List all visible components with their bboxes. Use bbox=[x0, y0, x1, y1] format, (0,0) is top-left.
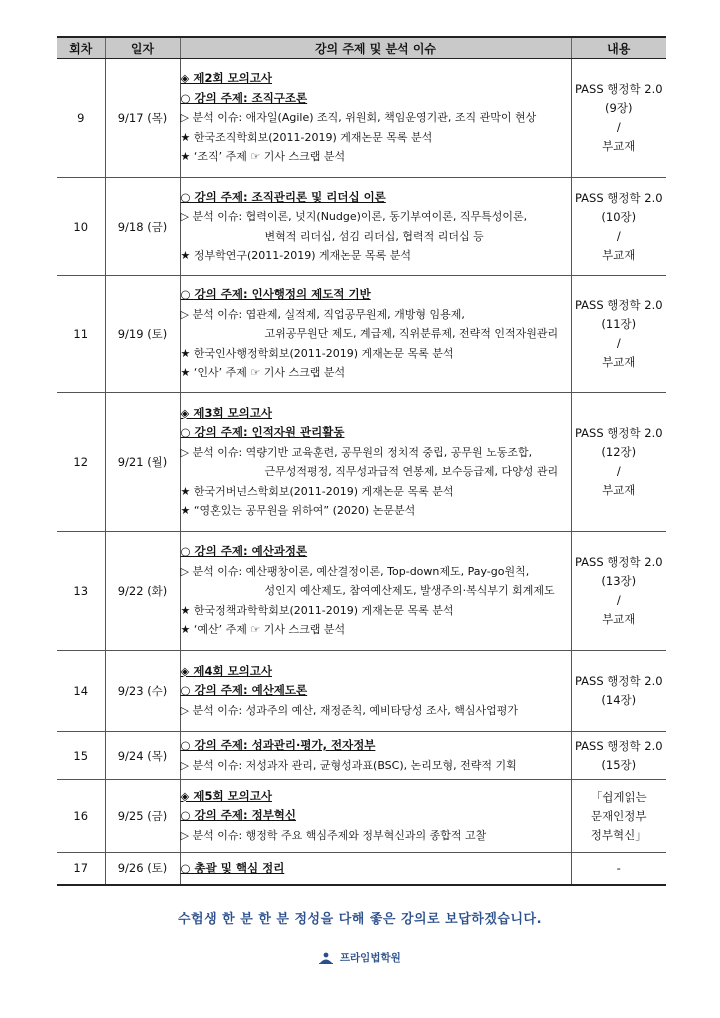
row-round-number: 10 bbox=[57, 178, 105, 276]
row-date: 9/23 (수) bbox=[105, 651, 180, 732]
row-topic bbox=[180, 780, 571, 853]
table-row bbox=[57, 780, 666, 853]
content-line: / bbox=[616, 336, 621, 350]
content-line: 정부혁신」 bbox=[590, 827, 647, 842]
row-content bbox=[571, 59, 666, 178]
row-round-number: 13 bbox=[57, 532, 105, 651]
table-row bbox=[57, 276, 666, 393]
topic-line-cont: 변혁적 리더십, 섬김 리더십, 협력적 리더십 등 bbox=[264, 229, 484, 243]
row-content bbox=[571, 780, 666, 853]
content-line: 문재인정부 bbox=[590, 808, 647, 823]
row-topic bbox=[180, 59, 571, 178]
topic-line-title: ○ 강의 주제: 정부혁신 bbox=[180, 808, 297, 823]
row-round-number: 14 bbox=[57, 651, 105, 732]
content-line: 부교재 bbox=[602, 355, 636, 369]
row-content bbox=[571, 393, 666, 532]
row-date: 9/26 (토) bbox=[105, 853, 180, 885]
topic-line-issue: ▷ 분석 이슈: 저성과자 관리, 균형성과표(BSC), 논리모형, 전략적 기획 bbox=[180, 758, 517, 772]
table-row bbox=[57, 651, 666, 732]
topic-line-exam: ◈ 제4회 모의고사 bbox=[180, 663, 273, 678]
row-date: 9/18 (금) bbox=[105, 178, 180, 276]
row-round-number: 16 bbox=[57, 780, 105, 853]
content-line: - bbox=[616, 860, 621, 875]
row-date: 9/21 (월) bbox=[105, 393, 180, 532]
content-line: (15장) bbox=[601, 757, 637, 772]
topic-line-issue: ▷ 분석 이슈: 협력이론, 넛지(Nudge)이론, 동기부여이론, 직무특성이론, bbox=[180, 210, 528, 223]
content-line: PASS 행정학 2.0 bbox=[574, 82, 663, 96]
content-line: PASS 행정학 2.0 bbox=[574, 674, 663, 688]
topic-line-title: ○ 강의 주제: 인사행정의 제도적 기반 bbox=[180, 287, 371, 302]
table-header-row bbox=[57, 37, 666, 59]
header-content: 내용 bbox=[571, 37, 666, 59]
row-round-number: 17 bbox=[57, 853, 105, 885]
content-line: PASS 행정학 2.0 bbox=[574, 190, 663, 205]
row-topic bbox=[180, 853, 571, 885]
topic-line-star: ★ ‘조직’ 주제 ☞ 기사 스크랩 분석 bbox=[180, 150, 346, 164]
topic-line-star: ★ 한국거버넌스학회보(2011-2019) 게재논문 목록 분석 bbox=[180, 484, 454, 498]
topic-line-issue: ▷ 분석 이슈: 예산팽창이론, 예산결정이론, Top-down제도, Pay-go원칙, bbox=[180, 564, 530, 578]
topic-line-issue: ▷ 분석 이슈: 성과주의 예산, 재정준칙, 예비타당성 조사, 핵심사업평가 bbox=[180, 703, 519, 717]
content-line: 부교재 bbox=[602, 612, 636, 626]
header-date: 일자 bbox=[105, 37, 180, 59]
content-line: 부교재 bbox=[602, 483, 636, 497]
row-round-number: 11 bbox=[57, 276, 105, 393]
content-line: (11장) bbox=[601, 317, 637, 331]
row-date: 9/19 (토) bbox=[105, 276, 180, 393]
topic-line-issue: ▷ 분석 이슈: 역량기반 교육훈련, 공무원의 정치적 중립, 공무원 노동조합, bbox=[180, 445, 533, 459]
content-line: 「쉽게읽는 bbox=[590, 789, 647, 804]
content-line: PASS 행정학 2.0 bbox=[574, 426, 663, 440]
topic-line-title: ○ 강의 주제: 예산과정론 bbox=[180, 544, 308, 559]
topic-line-cont: 성인지 예산제도, 참여예산제도, 발생주의·복식부기 회계제도 bbox=[264, 584, 555, 598]
content-line: (14장) bbox=[601, 693, 637, 707]
row-date: 9/24 (목) bbox=[105, 732, 180, 780]
academy-logo bbox=[0, 950, 720, 965]
row-content bbox=[571, 532, 666, 651]
topic-line-star: ★ 정부학연구(2011-2019) 게재논문 목록 분석 bbox=[180, 249, 412, 262]
topic-line-cont: 고위공무원단 제도, 계급제, 직위분류제, 전략적 인적자원관리 bbox=[264, 327, 559, 341]
topic-line-star: ★ ‘예산’ 주제 ☞ 기사 스크랩 분석 bbox=[180, 623, 346, 637]
table-row bbox=[57, 732, 666, 780]
row-topic bbox=[180, 651, 571, 732]
content-line: / bbox=[616, 593, 621, 607]
row-content bbox=[571, 178, 666, 276]
table-row bbox=[57, 853, 666, 885]
topic-line-issue: ▷ 분석 이슈: 엽관제, 실적제, 직업공무원제, 개방형 임용제, bbox=[180, 307, 465, 321]
row-round-number: 12 bbox=[57, 393, 105, 532]
content-line: PASS 행정학 2.0 bbox=[574, 298, 663, 312]
schedule-table bbox=[57, 36, 666, 886]
topic-line-title: ○ 총괄 및 핵심 정리 bbox=[180, 860, 285, 875]
topic-line-star: ★ 한국인사행정학회보(2011-2019) 게재논문 목록 분석 bbox=[180, 346, 454, 360]
content-line: (10장) bbox=[601, 209, 637, 224]
table-row bbox=[57, 59, 666, 178]
row-date: 9/17 (목) bbox=[105, 59, 180, 178]
footer-message: 수험생 한 분 한 분 정성을 다해 좋은 강의로 보답하겠습니다. bbox=[177, 912, 543, 927]
row-date: 9/22 (화) bbox=[105, 532, 180, 651]
topic-line-title: ○ 강의 주제: 예산제도론 bbox=[180, 683, 308, 698]
topic-line-title: ○ 강의 주제: 조직관리론 및 리더십 이론 bbox=[180, 189, 386, 204]
topic-line-title: ○ 강의 주제: 조직구조론 bbox=[180, 90, 308, 105]
logo-text: 프라임법학원 bbox=[339, 952, 401, 964]
content-line: / bbox=[616, 464, 621, 478]
row-topic bbox=[180, 532, 571, 651]
table-row bbox=[57, 532, 666, 651]
topic-line-issue: ▷ 분석 이슈: 애자일(Agile) 조직, 위원회, 책임운영기관, 조직 관막이 현상 bbox=[180, 111, 537, 125]
content-line: (12장) bbox=[601, 445, 637, 459]
row-round-number: 9 bbox=[57, 59, 105, 178]
content-line: / bbox=[616, 228, 621, 243]
topic-line-exam: ◈ 제2회 모의고사 bbox=[180, 71, 273, 86]
topic-line-title: ○ 강의 주제: 성과관리·평가, 전자정부 bbox=[180, 738, 376, 752]
content-line: 부교재 bbox=[602, 139, 636, 153]
topic-line-star: ★ ‘인사’ 주제 ☞ 기사 스크랩 분석 bbox=[180, 366, 346, 380]
content-line: PASS 행정학 2.0 bbox=[574, 555, 663, 569]
row-content bbox=[571, 853, 666, 885]
row-date: 9/25 (금) bbox=[105, 780, 180, 853]
topic-line-exam: ◈ 제5회 모의고사 bbox=[180, 788, 273, 803]
topic-line-exam: ◈ 제3회 모의고사 bbox=[180, 405, 273, 420]
logo-icon bbox=[319, 952, 333, 964]
row-topic bbox=[180, 732, 571, 780]
table-row bbox=[57, 178, 666, 276]
row-content bbox=[571, 276, 666, 393]
topic-line-issue: ▷ 분석 이슈: 행정학 주요 핵심주제와 정부혁신과의 종합적 고찰 bbox=[180, 828, 487, 842]
row-topic bbox=[180, 276, 571, 393]
topic-line-title: ○ 강의 주제: 인적자원 관리활동 bbox=[180, 425, 345, 439]
topic-line-star: ★ 한국정책과학학회보(2011-2019) 게재논문 목록 분석 bbox=[180, 603, 454, 617]
content-line: 부교재 bbox=[602, 247, 636, 262]
topic-line-star: ★ 한국조직학회보(2011-2019) 게재논문 목록 분석 bbox=[180, 130, 433, 144]
content-line: / bbox=[616, 120, 621, 134]
row-topic bbox=[180, 393, 571, 532]
row-content bbox=[571, 732, 666, 780]
header-round: 회차 bbox=[57, 37, 105, 59]
header-topic: 강의 주제 및 분석 이슈 bbox=[180, 37, 571, 59]
content-line: (9장) bbox=[605, 101, 633, 115]
table-row bbox=[57, 393, 666, 532]
content-line: PASS 행정학 2.0 bbox=[574, 738, 663, 753]
row-content bbox=[571, 651, 666, 732]
topic-line-cont: 근무성적평정, 직무성과급적 연봉제, 보수등급제, 다양성 관리 bbox=[264, 465, 559, 478]
content-line: (13장) bbox=[601, 574, 637, 588]
row-topic bbox=[180, 178, 571, 276]
topic-line-star: ★ “영혼있는 공무원을 위하여” (2020) 논문분석 bbox=[180, 504, 416, 517]
row-round-number: 15 bbox=[57, 732, 105, 780]
